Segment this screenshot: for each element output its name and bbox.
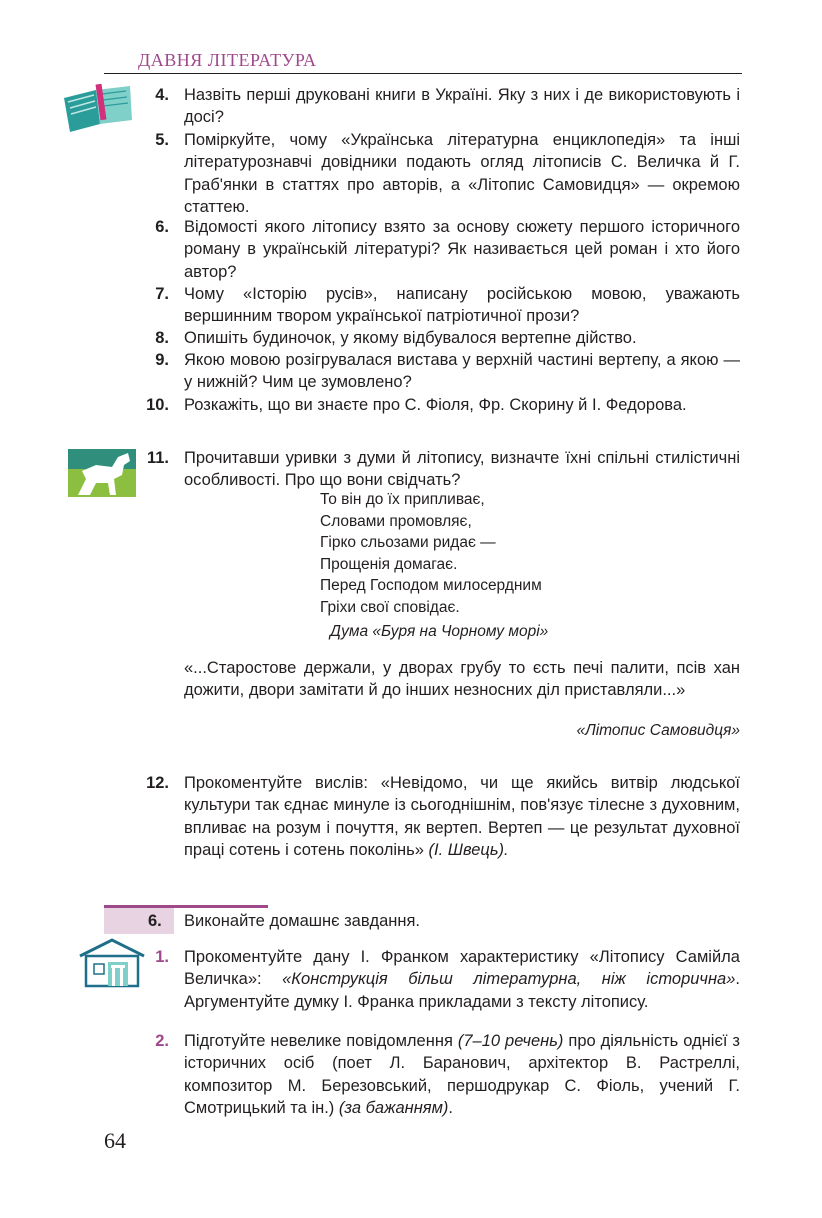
text-part: Прокоментуйте дану І. Франком характеристику «Літопису Самійла Величка»: <box>184 948 740 989</box>
section-header: ДАВНЯ ЛІТЕРАТУРА <box>138 50 317 70</box>
question-number: 12. <box>146 774 169 792</box>
homework-title: Виконайте домашнє завдання. <box>184 912 420 930</box>
poem-source: Дума «Буря на Чорному морі» <box>330 623 549 640</box>
question-text: Опишіть будиночок, у якому відбувалося вертепне дійство. <box>184 329 637 347</box>
text-part: Підготуйте невелике повідомлення <box>184 1032 458 1050</box>
page-number: 64 <box>104 1128 126 1153</box>
question-text: Поміркуйте, чому «Українська літературна енциклопедія» та інші літературознавчі довідники подають огляд літописів С. Величка й Г. Граб'янки в статтях про авторів, а «Літопис Самовидця» — окремою статтею. <box>184 131 740 217</box>
question-number: 4. <box>155 86 169 104</box>
poem-line: Гірко сльозами ридає — <box>320 534 496 551</box>
homework-item-number: 1. <box>155 948 169 966</box>
header-rule <box>104 73 742 74</box>
text-part: про діяльність однієї з історичних осіб (поет Л. Баранович, архітектор В. Растреллі, композитор М. Березовський, першодрукар С. Фіоль, учений Г. Смотрицький та ін.) <box>184 1032 740 1118</box>
chronicle-quote: «...Старостове держали, у дворах грубу то єсть печі палити, псів хан дожити, двори замітати й до інших незносних діл приставляли...» <box>184 659 740 700</box>
homework-item-text <box>184 1030 740 1120</box>
length-note: (7–10 речень) <box>457 1032 564 1050</box>
horse-icon <box>68 449 136 497</box>
poem-excerpt <box>320 489 542 618</box>
text-part: . Аргументуйте думку І. Франка прикладами з тексту літопису. <box>184 970 740 1011</box>
house-icon <box>76 938 148 988</box>
question-body: Прокоментуйте вислів: «Невідомо, чи ще якийсь витвір людської культури так єднає минуле із сьогоднішнім, пов'язує тілесне з духовним, впливає на розум і почуття, як вертеп. Вертеп — це результат духовної праці сотень і сотень поколінь» <box>184 774 740 860</box>
question-number: 6. <box>155 218 169 236</box>
book-icon <box>60 84 138 136</box>
question-text <box>184 772 740 862</box>
poem-line: Прощенія домагає. <box>320 555 458 573</box>
question-text: Розкажіть, що ви знаєте про С. Фіоля, Фр. Скорину й І. Федорова. <box>184 396 687 414</box>
question-text: Прочитавши уривки з думи й літопису, визначте їхні спільні стилістичні особливості. Про що вони свідчать? <box>184 449 740 490</box>
poem-line: То він до їх припливає, <box>320 491 485 508</box>
poem-line: Перед Господом милосердним <box>320 577 542 594</box>
question-number: 11. <box>146 449 169 467</box>
optional-note: (за бажанням) <box>338 1099 449 1118</box>
question-number: 8. <box>155 329 169 347</box>
poem-line: Словами промовляє, <box>320 512 472 530</box>
question-number: 5. <box>155 131 169 149</box>
homework-item-number: 2. <box>155 1032 169 1050</box>
question-number: 7. <box>155 285 169 303</box>
question-number: 10. <box>146 396 169 414</box>
homework-number: 6. <box>148 912 162 930</box>
question-text: Назвіть перші друковані книги в Україні. Яку з них і де використовують і досі? <box>184 86 740 127</box>
question-text: Якою мовою розігрувалася вистава у верхній частині вертепу, а якою — у нижній? Чим це зумовлено? <box>184 351 740 392</box>
question-number: 9. <box>155 351 169 369</box>
chronicle-source: «Літопис Самовидця» <box>576 722 740 739</box>
question-text: Відомості якого літопису взято за основу сюжету першого історичного роману в українській літературі? Як називається цей роман і хто його автор? <box>184 218 740 281</box>
poem-line: Гріхи свої сповідає. <box>320 598 460 616</box>
franko-quote: «Конструкція більш літературна, ніж історична» <box>282 970 736 989</box>
homework-number-bg <box>104 908 174 934</box>
quote-author: (І. Швець). <box>428 841 509 860</box>
question-text: Чому «Історію русів», написану російською мовою, уважають вершинним твором української патріотичної прози? <box>184 285 740 326</box>
text-part: . <box>448 1099 453 1118</box>
homework-item-text <box>184 946 740 1013</box>
